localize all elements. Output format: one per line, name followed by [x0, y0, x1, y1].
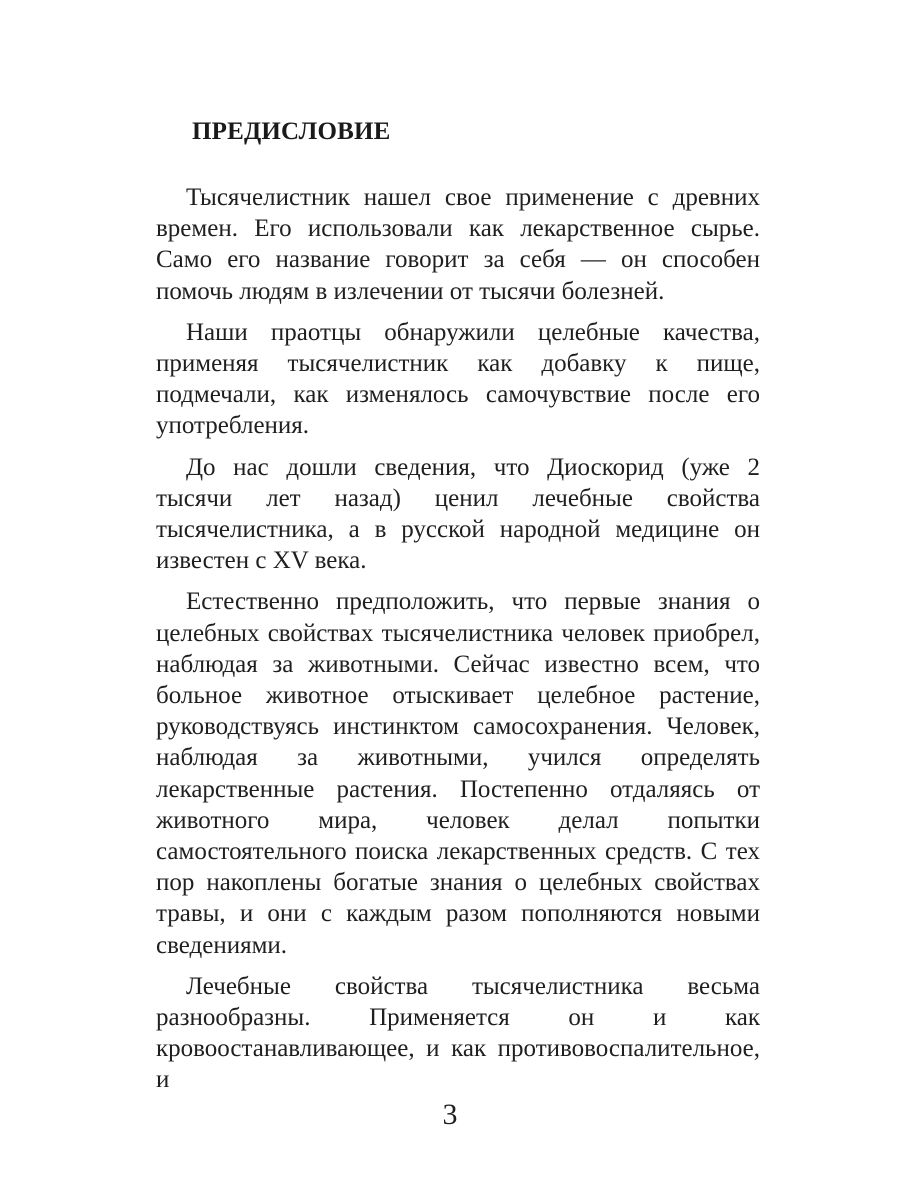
paragraph-3: До нас дошли сведения, что Диоскорид (уже 2 тысячи лет назад) ценил лечебные свойства тысячелистника, а в русской народной медицине он известен с XV века.	[156, 453, 760, 575]
paragraph-1: Тысячелистник нашел свое применение с древних времен. Его использовали как лекарственное сырье. Само его название говорит за себя — он способен помочь людям в излечении от тысячи болезней.	[156, 184, 760, 305]
paragraph-5: Лечебные свойства тысячелистника весьма разнообразны. Применяется он и как кровоостанавливающее, и как противовоспалительное, и	[156, 972, 760, 1094]
page-number: 3	[442, 1098, 458, 1131]
section-heading: ПРЕДИСЛОВИЕ	[192, 118, 391, 145]
body-text	[156, 182, 760, 1106]
paragraph-2: Наши праотцы обнаружили целебные качества, применяя тысячелистник как добавку к пище, подмечали, как изменялось самочувствие после его употребления.	[156, 318, 760, 440]
paragraph-4: Естественно предположить, что первые знания о целебных свойствах тысячелистника человек приобрел, наблюдая за животными. Сейчас известно всем, что больное животное отыскивает целебное растение, руководствуясь инстинктом самосохранения. Человек, наблюдая за животными, учился определять лекарственные растения. Постепенно отдаляясь от животного мира, человек делал попытки самостоятельного поиска лекарственных средств. С тех пор накоплены богатые знания о целебных свойствах травы, и они с каждым разом пополняются новыми сведениями.	[156, 588, 760, 959]
